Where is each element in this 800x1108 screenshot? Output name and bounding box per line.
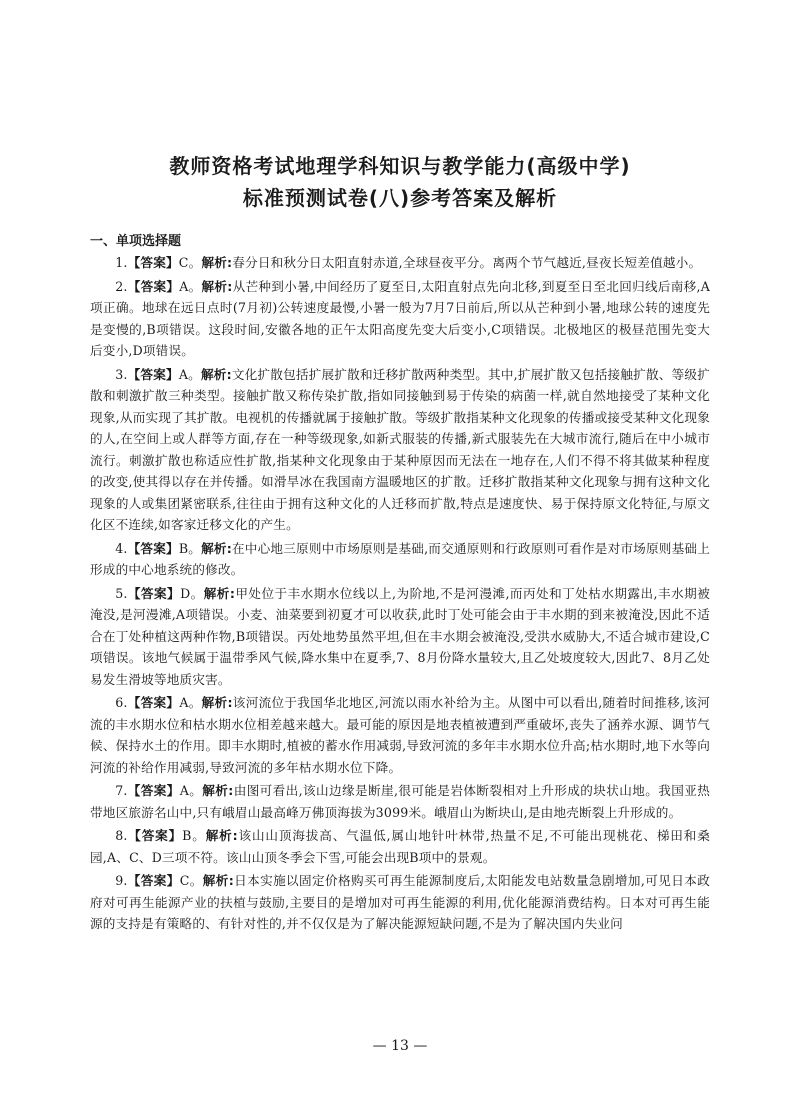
answer-item — [90, 276, 710, 362]
page-number: — 13 — — [372, 1038, 428, 1054]
answer-value: A。 — [179, 783, 203, 798]
analysis-label: 解析: — [201, 540, 232, 556]
item-number: 5. — [115, 585, 128, 601]
answer-label: 【答案】 — [127, 366, 179, 382]
answer-value: C。 — [178, 255, 202, 270]
answer-item — [90, 252, 710, 274]
document-title-line1: 教师资格考试地理学科知识与教学能力(高级中学) — [169, 154, 631, 178]
analysis-text: 该山山顶海拔高、气温低,属山地针叶林带,热量不足,不可能出现桃花、梯田和桑园,A、C、D三项不符。该山山顶冬季会下雪,可能会出现B项中的景观。 — [90, 828, 710, 865]
analysis-text: 由图可看出,该山边缘是断崖,很可能是岩体断裂相对上升形成的块状山地。我国亚热带地区旅游名山中,只有峨眉山最高峰万佛顶海拔为3099米。峨眉山为断块山,是由地壳断裂上升形成的。 — [90, 783, 710, 820]
analysis-label: 解析: — [203, 585, 236, 601]
item-number: 4. — [115, 540, 128, 556]
answer-label: 【答案】 — [127, 278, 180, 294]
answer-value: B。 — [178, 540, 202, 556]
answer-value: B。 — [182, 828, 206, 843]
analysis-label: 解析: — [201, 278, 233, 294]
answer-list — [90, 252, 710, 937]
answer-item — [90, 364, 710, 536]
answer-item — [90, 825, 710, 868]
answer-item — [90, 780, 710, 823]
analysis-label: 解析: — [201, 255, 233, 270]
answer-label: 【答案】 — [127, 695, 180, 710]
item-number: 6. — [115, 695, 128, 710]
answer-label: 【答案】 — [127, 585, 181, 601]
item-number: 8. — [115, 828, 128, 843]
answer-item — [90, 870, 710, 935]
analysis-label: 解析: — [200, 366, 232, 382]
analysis-label: 解析: — [201, 695, 233, 710]
analysis-text: 从芒种到小暑,中间经历了夏至日,太阳直射点先向北移,到夏至日至北回归线后南移,A项正确。地球在远日点时(7月初)公转速度最慢,小暑一般为7月7日前后,所以从芒种到小暑,地球公转的速度先是变慢的,B项错误。这段时间,安徽各地的正午太阳高度先变大后变小,C项错误。北极地区的极昼范围先变大后变小,D项错误。 — [90, 278, 711, 358]
answer-label: 【答案】 — [127, 783, 180, 798]
analysis-text: 日本实施以固定价格购买可再生能源制度后,太阳能发电站数量急剧增加,可见日本政府对可再生能源产业的扶植与鼓励,主要目的是增加对可再生能源的利用,优化能源消费结构。日本对可再生能源的支持是有策略的、有针对性的,并不仅仅是为了解决能源短缺问题,不是为了解决国内失业问 — [90, 873, 710, 931]
answer-value: A。 — [178, 366, 201, 382]
item-number: 2. — [115, 278, 128, 294]
answer-item — [90, 538, 710, 581]
analysis-text: 春分日和秋分日太阳直射赤道,全球昼夜平分。离两个节气越近,昼夜长短差值越小。 — [232, 255, 702, 270]
analysis-label: 解析: — [202, 783, 234, 798]
answer-label: 【答案】 — [127, 255, 179, 270]
answer-label: 【答案】 — [127, 828, 183, 843]
item-number: 7. — [115, 783, 128, 798]
analysis-text: 甲处位于丰水期水位线以上,为阶地,不是河漫滩,而丙处和丁处枯水期露出,丰水期被淹没,是河漫滩,A项错误。小麦、油菜要到初夏才可以收获,此时丁处可能会由于丰水期的到来被淹没,因此不适合在丁处种植这两种作物,B项错误。丙处地势虽然平坦,但在丰水期会被淹没,受洪水威胁大,不适合城市建设,C项错误。该地气候属于温带季风气候,降水集中在夏季,7、8月份降水量较大,且乙处坡度较大,因此7、8月乙处易发生滑坡等地质灾害。 — [90, 585, 710, 687]
section-heading: 一、单项选择题 — [90, 234, 182, 249]
answer-label: 【答案】 — [127, 873, 180, 888]
answer-item — [90, 583, 710, 691]
item-number: 3. — [115, 366, 128, 382]
answer-value: A。 — [179, 695, 202, 710]
answer-value: C。 — [179, 873, 203, 888]
answer-item — [90, 692, 710, 778]
item-number: 9. — [115, 873, 128, 888]
analysis-label: 解析: — [202, 873, 234, 888]
analysis-text: 文化扩散包括扩展扩散和迁移扩散两种类型。其中,扩展扩散又包括接触扩散、等级扩散和刺激扩散三种类型。接触扩散又称传染扩散,指如同接触到易于传染的病菌一样,就自然地接受了某种文化现象,从而实现了其扩散。电视机的传播就属于接触扩散。等级扩散指某种文化现象的传播或接受某种文化现象的人,在空间上或人群等方面,存在一种等级现象,如新式服装的传播,新式服装先在大城市流行,随后在中小城市流行。刺激扩散也称适应性扩散,指某种文化现象由于某种原因而无法在一地存在,人们不得不将其做某种程度的改变,使其得以存在并传播。如滑旱冰在我国南方温暖地区的扩散。迁移扩散指某种文化现象与拥有这种文化现象的人或集团紧密联系,往往由于拥有这种文化的人迁移而扩散,特点是速度快、易于保持原文化特征,与原文化区不连续,如客家迁移文化的产生。 — [90, 366, 710, 532]
analysis-label: 解析: — [205, 828, 238, 843]
analysis-text: 该河流位于我国华北地区,河流以雨水补给为主。从图中可以看出,随着时间推移,该河流的丰水期水位和枯水期水位相差越来越大。最可能的原因是地表植被遭到严重破坏,丧失了涵养水源、调节气候、保持水土的作用。即丰水期时,植被的蓄水作用减弱,导致河流的多年丰水期水位升高;枯水期时,地下水等向河流的补给作用减弱,导致河流的多年枯水期水位下降。 — [90, 695, 711, 775]
answer-value: D。 — [180, 585, 204, 601]
answer-label: 【答案】 — [127, 540, 179, 556]
item-number: 1. — [115, 255, 128, 270]
analysis-text: 在中心地三原则中市场原则是基础,而交通原则和行政原则可看作是对市场原则基础上形成的中心地系统的修改。 — [90, 540, 710, 577]
document-title-line2: 标准预测试卷(八)参考答案及解析 — [242, 186, 558, 210]
answer-value: A。 — [179, 278, 202, 294]
